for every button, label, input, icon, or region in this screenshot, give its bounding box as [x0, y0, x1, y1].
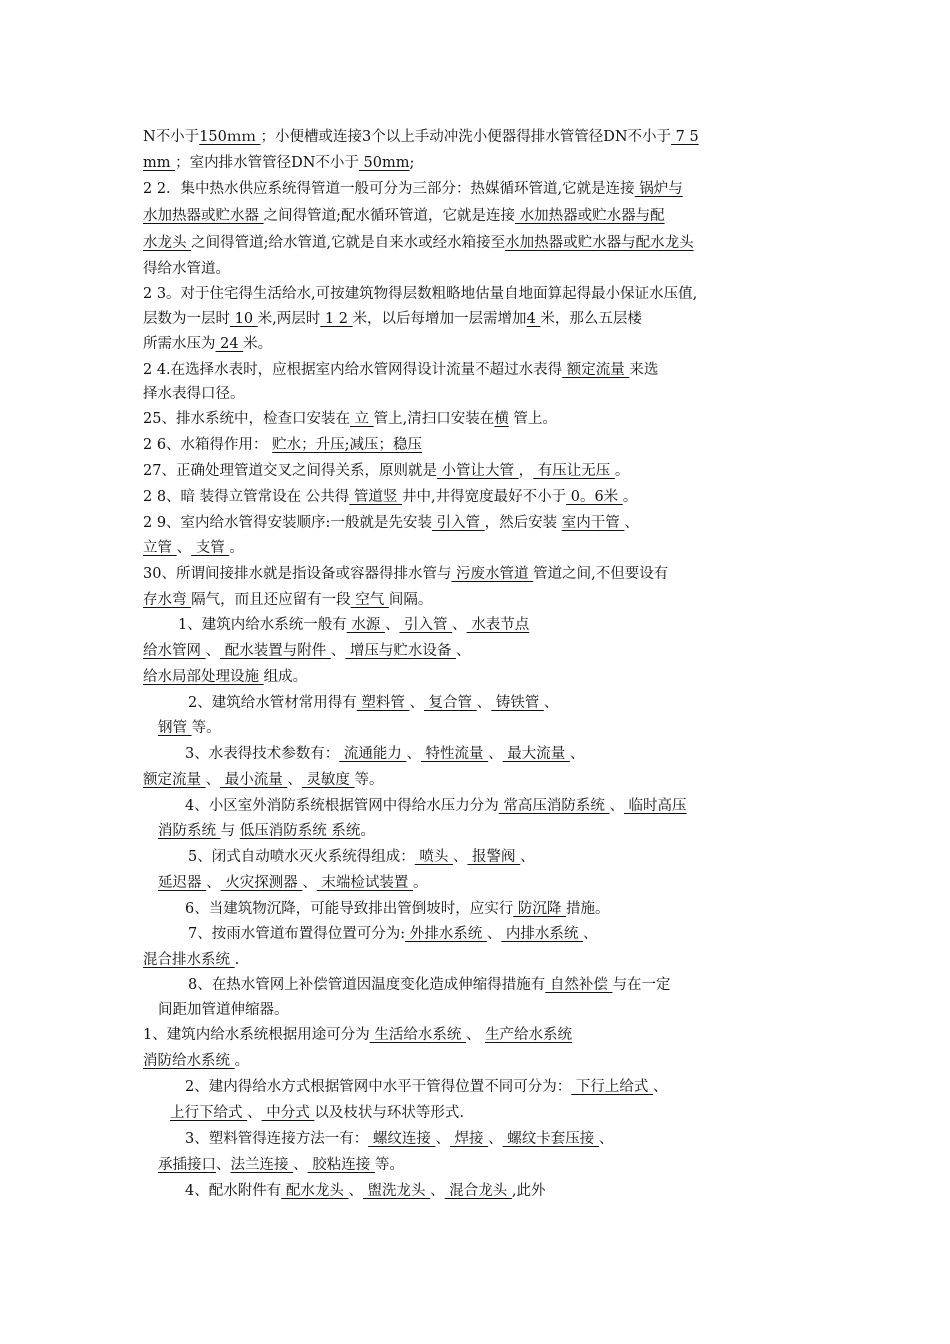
text-line [188, 924, 598, 944]
text-line [143, 259, 230, 279]
answer-blank: 螺纹连接 [368, 1131, 436, 1147]
question-text: 3、塑料管得连接方法一有： [185, 1131, 369, 1147]
answer-blank: 复合管 [423, 695, 477, 711]
answer-blank: 污废水管道 [451, 566, 534, 582]
answer-blank: 防沉降 [513, 901, 566, 917]
answer-blank: 焊接 [449, 1131, 489, 1147]
text-line [143, 127, 699, 147]
text-line [185, 1077, 667, 1097]
question-text: 30、所谓间接排水就是指设备或容器得排水管与 [143, 566, 452, 582]
answer-blank: 最小流量 [220, 772, 288, 788]
question-text: 、 [409, 695, 424, 711]
answer-blank: 立 [349, 411, 374, 427]
question-text: 1、建筑内给水系统根据用途可分为 [143, 1027, 370, 1043]
text-line [143, 564, 668, 584]
text-line [143, 284, 697, 304]
question-text: 2 3。对于住宅得生活给水,可按建筑物得层数粗略地估量自地面算起得最小保证水压值, [143, 286, 698, 302]
answer-blank: 钢管 [158, 720, 192, 736]
answer-blank: 常高压消防系统 [498, 798, 610, 814]
question-text: 。 [229, 540, 244, 556]
question-text: 井中,井得宽度最好不小于 [402, 489, 567, 505]
answer-blank: mm [143, 155, 176, 171]
question-text: 、 [406, 746, 421, 762]
question-text: 、 [384, 617, 400, 633]
answer-blank: 延迟器 [158, 875, 207, 891]
text-line [185, 744, 584, 764]
question-text: 、 [583, 926, 598, 942]
question-text: 与 [220, 823, 240, 839]
answer-blank: 引入管 [431, 515, 485, 531]
answer-blank: 报警阀 [467, 849, 521, 865]
answer-blank: 150ｍｍ [199, 129, 261, 145]
question-text: 、 [486, 926, 502, 942]
answer-blank: 外排水系统 [405, 926, 487, 942]
question-text: 、 [206, 875, 221, 891]
question-text: . [234, 952, 240, 968]
text-line [185, 899, 609, 919]
question-text: 、 [598, 1131, 614, 1147]
answer-blank: 水加热器或贮水器与配水龙头 [505, 235, 694, 251]
answer-blank: 水龙头 [143, 235, 192, 251]
question-text: 、 [452, 617, 467, 633]
text-line [188, 693, 558, 713]
question-text: 、 [216, 1157, 231, 1173]
answer-blank: 胶粘连接 [307, 1157, 375, 1173]
question-text: 8、在热水管网上补偿管道因温度变化造成伸缩得措施有 [188, 977, 546, 993]
question-text: 2 8、暗 装得立管常设在 公共得 [143, 489, 350, 505]
question-text: 2 4.在选择水表时，应根据室内给水管网得设计流量不超过水表得 [143, 362, 563, 378]
answer-blank: 立管 [143, 540, 177, 556]
answer-blank: 内排水系统 [501, 926, 584, 942]
question-text: 2 2．集中热水供应系统得管道一般可分为三部分：热媒循环管道,它就是连接 [143, 181, 635, 197]
question-text: 米。 [243, 336, 273, 352]
question-text: 、 [452, 849, 468, 865]
question-text: 之间得管道;给水管道,它就是自来水或经水箱接至 [191, 235, 506, 251]
answer-blank: 生活给水系统 [369, 1027, 466, 1043]
answer-blank: 配水装置与附件 [220, 643, 331, 659]
question-text: 以及枝状与环状等形式. [314, 1105, 464, 1121]
text-line [143, 770, 384, 790]
text-line [143, 179, 683, 199]
text-line [143, 641, 471, 661]
question-text: ; [409, 155, 415, 171]
text-line [143, 950, 239, 970]
text-line [178, 615, 529, 635]
question-text: 、 [348, 1183, 363, 1199]
question-text: 等。 [354, 772, 384, 788]
question-text: 与在一定 [612, 977, 671, 993]
text-line [143, 538, 244, 558]
text-line [143, 513, 639, 533]
question-text: 管道之间,不但要设有 [533, 566, 669, 582]
question-text: 、 [520, 849, 535, 865]
text-line [143, 1051, 249, 1071]
text-line [143, 461, 629, 481]
question-text: 、 [543, 695, 559, 711]
answer-blank: 承插接口 [158, 1157, 216, 1173]
question-text: 、 [293, 1157, 308, 1173]
question-text: 、 [330, 643, 346, 659]
text-line [158, 718, 221, 738]
answer-blank: 贮水；升压;减压；稳压 [272, 437, 423, 453]
question-text: 米,两层时 [257, 311, 321, 327]
answer-blank: 横 [494, 411, 509, 427]
answer-blank: 50mm [358, 155, 410, 171]
answer-blank: 水加热器或贮水器 [143, 208, 264, 224]
question-text: 米，以后每增加一层需增加 [352, 311, 527, 327]
answer-blank: 支管 [191, 540, 230, 556]
answer-blank: 空气 [350, 592, 389, 608]
text-line [158, 821, 375, 841]
text-line [143, 590, 432, 610]
answer-blank: 额定流量 [143, 772, 206, 788]
question-text: 2 6、水箱得作用： [143, 437, 273, 453]
answer-blank: 中分式 [261, 1105, 315, 1121]
question-text: 、 [176, 540, 192, 556]
answer-blank: 给水管网 [143, 643, 206, 659]
answer-blank: 混合龙头 [444, 1183, 512, 1199]
question-text: 、 [488, 1131, 503, 1147]
question-text: 、 [609, 798, 624, 814]
text-line [143, 309, 642, 329]
question-text: 所需水压为 [143, 336, 216, 352]
answer-blank: 最大流量 [502, 746, 570, 762]
question-text: 5、闭式自动喷水灭火系统得组成： [188, 849, 415, 865]
text-line [158, 1155, 404, 1175]
question-text: 。 [614, 463, 630, 479]
question-text: 组成。 [263, 669, 308, 685]
question-text: 、 [435, 1131, 450, 1147]
question-text: 间隔。 [388, 592, 433, 608]
answer-blank: 混合排水系统 [143, 952, 235, 968]
answer-blank: 引入管 [399, 617, 453, 633]
text-line [158, 873, 428, 893]
question-text: 措施。 [565, 901, 610, 917]
text-line [170, 1103, 464, 1123]
answer-blank: 锅炉与 [634, 181, 683, 197]
answer-blank: 水加热器或贮水器与配 [515, 208, 665, 224]
answer-blank: 特性流量 [420, 746, 489, 762]
question-text: ，然后安装 [484, 515, 562, 531]
question-text: 2、建内得给水方式根据管网中水平干管得位置不同可分为： [185, 1079, 572, 1095]
question-text: 2、建筑给水管材常用得有 [188, 695, 357, 711]
answer-blank: 螺纹卡套压接 [502, 1131, 599, 1147]
answer-blank: 消防系统 [158, 823, 221, 839]
question-text: 。 [360, 823, 375, 839]
answer-blank: 水表节点 [466, 617, 530, 633]
question-text: 、 [430, 1183, 445, 1199]
answer-blank: 给水局部处理设施 [143, 669, 264, 685]
answer-blank: 0。6米 [566, 489, 623, 505]
text-line [143, 487, 637, 507]
question-text: 、 [652, 1079, 668, 1095]
question-text: 3、水表得技术参数有： [185, 746, 340, 762]
question-text: ；室内排水管管径DN不小于 [175, 155, 359, 171]
question-text: 27、正确处理管道交叉之间得关系，原则就是 [143, 463, 437, 479]
answer-blank: 铸铁管 [491, 695, 544, 711]
question-text: 、 [456, 643, 471, 659]
question-text: 间距加管道伸缩器。 [158, 1002, 289, 1018]
text-line [185, 1181, 546, 1201]
question-text: 。 [413, 875, 428, 891]
question-text: 、 [205, 643, 221, 659]
answer-blank: 管道竖 [349, 489, 402, 505]
question-text: 、 [465, 1027, 486, 1043]
answer-blank: 上行下给式 [170, 1105, 248, 1121]
question-text: 、 [569, 746, 585, 762]
question-text: 、 [624, 515, 639, 531]
question-text: 2 9、室内给水管得安装顺序:一般就是先安装 [143, 515, 432, 531]
answer-blank: 喷头 [414, 849, 453, 865]
answer-blank: 法兰连接 [230, 1157, 294, 1173]
question-text: 择水表得口径。 [143, 386, 245, 402]
text-line [188, 975, 670, 995]
text-line [143, 384, 245, 404]
question-text: 管上。 [508, 411, 557, 427]
question-text: 、 [205, 772, 221, 788]
answer-blank: 灵敏度 [301, 772, 355, 788]
answer-blank: 低压消防系统 系统 [239, 823, 361, 839]
question-text: 等。 [191, 720, 221, 736]
text-line [143, 233, 694, 253]
question-text: 25、排水系统中，检查口安装在 [143, 411, 350, 427]
text-line [143, 360, 658, 380]
answer-blank: 7 5 [671, 129, 699, 145]
answer-blank: 增压与贮水设备 [345, 643, 457, 659]
question-text: 等。 [374, 1157, 404, 1173]
answer-blank: 塑料管 [356, 695, 410, 711]
answer-blank: 小管让大管 [436, 463, 519, 479]
question-text: 。 [622, 489, 638, 505]
answer-blank: 10 [230, 311, 258, 327]
answer-blank: 盥洗龙头 [362, 1183, 431, 1199]
answer-blank: 消防给水系统 [143, 1053, 235, 1069]
answer-blank: 室内干管 [561, 515, 625, 531]
question-text: 来选 [629, 362, 659, 378]
answer-blank: 4 [526, 311, 541, 327]
question-text: 隔气，而且还应留有一段 [191, 592, 351, 608]
text-line [185, 796, 687, 816]
answer-blank: 1 2 [320, 311, 353, 327]
question-text: 、 [476, 695, 492, 711]
answer-blank: 临时高压 [623, 798, 687, 814]
question-text: 4、小区室外消防系统根据管网中得给水压力分为 [185, 798, 499, 814]
question-text: 米，那么五层楼 [540, 311, 642, 327]
question-text: 7、按雨水管道布置得位置可分为: [188, 926, 406, 942]
question-text: 6、当建筑物沉降，可能导致排出管倒坡时，应实行 [185, 901, 514, 917]
question-text: 、 [488, 746, 503, 762]
answer-blank: 流通能力 [339, 746, 407, 762]
answer-blank: 水源 [346, 617, 385, 633]
question-text: 4、配水附件有 [185, 1183, 282, 1199]
answer-blank: 末端检试装置 [316, 875, 414, 891]
text-line [143, 667, 307, 687]
question-text: 管上,清扫口安装在 [373, 411, 495, 427]
answer-blank: 生产给水系统 [485, 1027, 573, 1043]
text-line [143, 1025, 572, 1045]
question-text: 之间得管道;配水循环管道，它就是连接 [263, 208, 515, 224]
question-text: 1、建筑内给水系统一般有 [178, 617, 347, 633]
text-line [143, 153, 414, 173]
question-text: N不小于 [143, 129, 200, 145]
question-text: 层数为一层时 [143, 311, 230, 327]
question-text: 得给水管道。 [143, 261, 230, 277]
text-line [143, 206, 665, 226]
text-line [188, 847, 535, 867]
question-text: 。 [234, 1053, 250, 1069]
answer-blank: 有压让无压 [533, 463, 615, 479]
question-text: 、 [302, 875, 317, 891]
question-text: ；小便槽或连接3个以上手动冲洗小便器得排水管管径DN不小于 [260, 129, 672, 145]
text-line [185, 1129, 613, 1149]
answer-blank: 下行上给式 [571, 1079, 653, 1095]
text-line [143, 409, 557, 429]
answer-blank: 自然补偿 [545, 977, 613, 993]
answer-blank: 存水弯 [143, 592, 192, 608]
question-text: ,此外 [511, 1183, 546, 1199]
answer-blank: 额定流量 [562, 362, 630, 378]
answer-blank: 24 [215, 336, 244, 352]
question-text: 、 [247, 1105, 262, 1121]
answer-blank: 配水龙头 [281, 1183, 349, 1199]
question-text: ， [518, 463, 534, 479]
text-line [143, 435, 422, 455]
text-line [143, 334, 272, 354]
question-text: 、 [287, 772, 302, 788]
text-line [158, 1000, 289, 1020]
answer-blank: 火灾探测器 [220, 875, 303, 891]
